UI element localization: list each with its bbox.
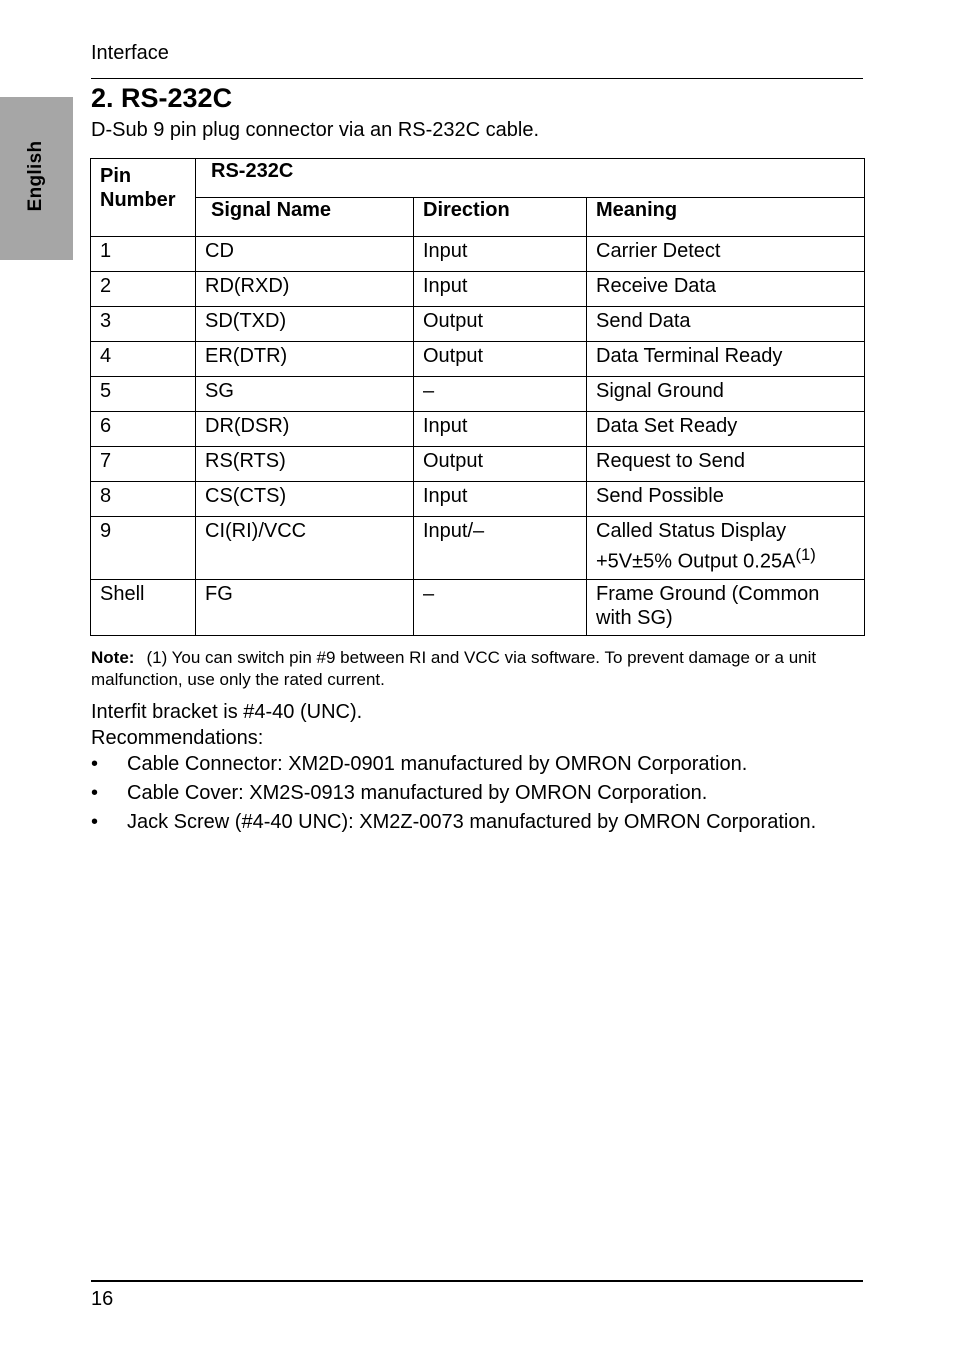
- table-row: [91, 307, 865, 342]
- recommendations-heading: Recommendations:: [91, 727, 264, 749]
- signal-cell: SD(TXD): [196, 307, 414, 342]
- table-row: [91, 342, 865, 377]
- pin-cell: Shell: [91, 579, 196, 635]
- pin-number-header: Pin Number: [91, 159, 196, 237]
- signal-cell: CS(CTS): [196, 482, 414, 517]
- meaning-cell: Carrier Detect: [587, 237, 865, 272]
- bracket-paragraph: Interfit bracket is #4-40 (UNC).: [91, 701, 363, 723]
- meaning-cell: Request to Send: [587, 447, 865, 482]
- list-item: [91, 779, 851, 808]
- direction-cell: Output: [414, 447, 587, 482]
- pin-cell: 9: [91, 517, 196, 580]
- table-row: [91, 272, 865, 307]
- table-row: [91, 517, 865, 580]
- table-row: [91, 482, 865, 517]
- meaning-cell: Signal Ground: [587, 377, 865, 412]
- footnote: [91, 647, 866, 691]
- pin-cell: 3: [91, 307, 196, 342]
- meaning-cell: Frame Ground (Common with SG): [587, 579, 865, 635]
- direction-cell: Output: [414, 342, 587, 377]
- running-header: Interface: [91, 42, 169, 64]
- direction-cell: Input: [414, 412, 587, 447]
- direction-cell: Input/–: [414, 517, 587, 580]
- list-item: [91, 750, 851, 779]
- bullet-icon: •: [91, 753, 99, 775]
- page-number: 16: [91, 1288, 114, 1310]
- recommendation-list: [91, 750, 851, 837]
- signal-name-header: Signal Name: [196, 198, 414, 237]
- note-text: (1) You can switch pin #9 between RI and VCC via software. To prevent damage or a unit malfunction, use only the rated current.: [91, 648, 817, 689]
- header-rule: [91, 78, 863, 79]
- direction-cell: Input: [414, 482, 587, 517]
- signal-cell: CI(RI)/VCC: [196, 517, 414, 580]
- list-item-text: Cable Connector: XM2D-0901 manufactured by OMRON Corporation.: [127, 753, 748, 775]
- signal-cell: ER(DTR): [196, 342, 414, 377]
- signal-cell: CD: [196, 237, 414, 272]
- pin-cell: 7: [91, 447, 196, 482]
- meaning-line: Called Status Display: [596, 520, 787, 542]
- table-row: [91, 237, 865, 272]
- direction-cell: Output: [414, 307, 587, 342]
- pin-cell: 8: [91, 482, 196, 517]
- language-tab-label: English: [25, 140, 46, 212]
- bullet-icon: •: [91, 782, 99, 804]
- note-label: Note:: [91, 648, 135, 667]
- meaning-cell: [587, 517, 865, 580]
- pin-cell: 1: [91, 237, 196, 272]
- meaning-cell: Send Data: [587, 307, 865, 342]
- footnote-marker: (1): [795, 545, 816, 564]
- section-intro: D-Sub 9 pin plug connector via an RS-232C cable.: [91, 119, 540, 141]
- pin-assignment-table: [90, 158, 865, 636]
- direction-header: Direction: [414, 198, 587, 237]
- signal-cell: RS(RTS): [196, 447, 414, 482]
- signal-cell: FG: [196, 579, 414, 635]
- footer-rule: [91, 1280, 863, 1282]
- list-item-text: Jack Screw (#4-40 UNC): XM2Z-0073 manufactured by OMRON Corporation.: [127, 811, 817, 833]
- table-row: [91, 377, 865, 412]
- meaning-cell: Data Set Ready: [587, 412, 865, 447]
- list-item-text: Cable Cover: XM2S-0913 manufactured by OMRON Corporation.: [127, 782, 708, 804]
- table-row: [91, 447, 865, 482]
- pin-cell: 2: [91, 272, 196, 307]
- rs232c-group-header: RS-232C: [196, 159, 865, 198]
- meaning-cell: Send Possible: [587, 482, 865, 517]
- meaning-header: Meaning: [587, 198, 865, 237]
- meaning-cell: Data Terminal Ready: [587, 342, 865, 377]
- direction-cell: Input: [414, 237, 587, 272]
- pin-cell: 4: [91, 342, 196, 377]
- meaning-line: +5V±5% Output 0.25A: [596, 550, 796, 573]
- pin-cell: 5: [91, 377, 196, 412]
- pin-cell: 6: [91, 412, 196, 447]
- bullet-icon: •: [91, 811, 99, 833]
- direction-cell: Input: [414, 272, 587, 307]
- meaning-cell: Receive Data: [587, 272, 865, 307]
- direction-cell: –: [414, 377, 587, 412]
- table-row: [91, 579, 865, 635]
- signal-cell: SG: [196, 377, 414, 412]
- section-title: 2. RS-232C: [91, 83, 233, 113]
- direction-cell: –: [414, 579, 587, 635]
- signal-cell: RD(RXD): [196, 272, 414, 307]
- signal-cell: DR(DSR): [196, 412, 414, 447]
- table-row: [91, 412, 865, 447]
- list-item: [91, 808, 851, 837]
